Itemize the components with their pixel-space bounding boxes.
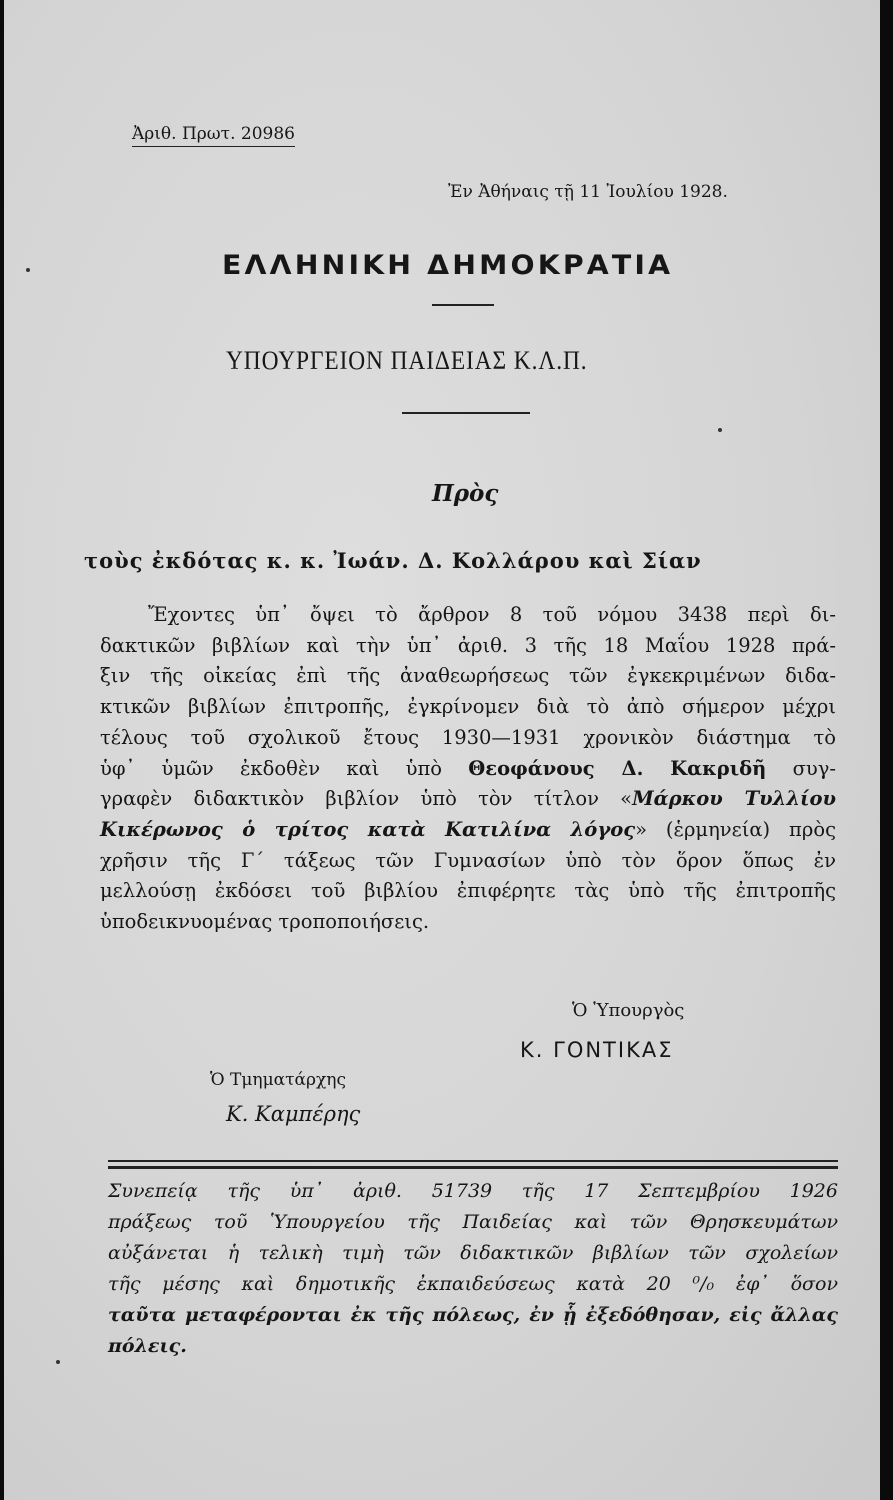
to-label: Πρὸς xyxy=(432,480,499,507)
minister-signature: Κ. ΓΟΝΤΙΚΑΣ xyxy=(520,1038,674,1062)
divider-rule xyxy=(402,412,530,414)
document-page xyxy=(4,0,880,1500)
body-line: ξιν τῆς οἰκείας ἐπὶ τῆς ἀναθεωρήσεως τῶν ἐγκεκριμένων διδα- xyxy=(100,664,836,688)
double-rule-bottom xyxy=(108,1166,838,1169)
divider-rule xyxy=(432,304,494,306)
minister-title: Ὁ Ὑπουργὸς xyxy=(572,1000,685,1021)
note-line: πόλεις. xyxy=(108,1335,187,1357)
note-line: Συνεπείᾳ τῆς ὑπ᾽ ἀριθ. 51739 τῆς 17 Σεπτεμβρίου 1926 xyxy=(108,1180,838,1202)
ministry-heading: ΥΠΟΥΡΓΕΙΟΝ ΠΑΙΔΕΙΑΣ Κ.Λ.Π. xyxy=(226,346,588,375)
protocol-number: Ἀριθ. Πρωτ. 20986 xyxy=(132,124,295,147)
ink-speck xyxy=(26,268,30,272)
body-line: κτικῶν βιβλίων ἐπιτροπῆς, ἐγκρίνομεν διὰ τὸ ἀπὸ σήμερον μέχρι xyxy=(100,695,836,719)
body-line: ὑποδεικνυομένας τροποποιήσεις. xyxy=(100,910,430,934)
republic-heading: ΕΛΛΗΝΙΚΗ ΔΗΜΟΚΡΑΤΙΑ xyxy=(222,250,674,281)
body-line xyxy=(100,815,836,846)
body-line: χρῆσιν τῆς Γ´ τάξεως τῶν Γυμνασίων ὑπὸ τὸν ὅρον ὅπως ἐν xyxy=(100,848,836,872)
body-line: τέλους τοῦ σχολικοῦ ἔτους 1930—1931 χρονικὸν διάστημα τὸ xyxy=(100,725,836,749)
note-line: πράξεως τοῦ Ὑπουργείου τῆς Παιδείας καὶ τῶν Θρησκευμάτων xyxy=(108,1211,838,1233)
note-line: τῆς μέσης καὶ δημοτικῆς ἐκπαιδεύσεως κατὰ 20 ⁰/₀ ἐφ᾽ ὅσον xyxy=(108,1273,838,1295)
body-line: δακτικῶν βιβλίων καὶ τὴν ὑπ᾽ ἀριθ. 3 τῆς 18 Μαΐου 1928 πρά- xyxy=(100,633,836,657)
body-text: » (ἑρμηνεία) πρὸς xyxy=(635,817,837,841)
department-head-title: Ὁ Τμηματάρχης xyxy=(210,1070,346,1090)
double-rule-top xyxy=(108,1160,838,1162)
date-line: Ἐν Ἀθήναις τῇ 11 Ἰουλίου 1928. xyxy=(448,182,728,202)
note-line: αὐξάνεται ἡ τελικὴ τιμὴ τῶν διδακτικῶν βιβλίων τῶν σχολείων xyxy=(108,1242,838,1264)
body-text: συγ- xyxy=(792,756,836,780)
body-line xyxy=(100,754,836,785)
letter-body xyxy=(100,600,836,938)
note-line: ταῦτα μεταφέρονται ἐκ τῆς πόλεως, ἐν ᾗ ἐξεδόθησαν, εἰς ἄλλας xyxy=(108,1304,838,1326)
body-line: Ἔχοντες ὑπ᾽ ὄψει τὸ ἄρθρον 8 τοῦ νόμου 3438 περὶ δι- xyxy=(148,603,836,626)
price-note xyxy=(108,1176,838,1362)
body-line xyxy=(100,784,836,815)
book-title: Μάρκου Τυλλίου xyxy=(632,787,836,811)
body-text: γραφὲν διδακτικὸν βιβλίον ὑπὸ τὸν τίτλον « xyxy=(100,787,633,811)
ink-speck xyxy=(56,1360,60,1364)
ink-speck xyxy=(718,428,722,432)
addressee-line: τοὺς ἐκδότας κ. κ. Ἰωάν. Δ. Κολλάρου καὶ Σίαν xyxy=(84,548,702,573)
body-text: ὑφ᾽ ὑμῶν ἐκδοθὲν καὶ ὑπὸ xyxy=(100,756,443,780)
body-line: μελλούσῃ ἐκδόσει τοῦ βιβλίου ἐπιφέρητε τὰς ὑπὸ τῆς ἐπιτροπῆς xyxy=(100,879,836,903)
department-head-signature: Κ. Καμπέρης xyxy=(226,1102,361,1126)
author-name: Θεοφάνους Δ. Κακριδῆ xyxy=(468,756,767,780)
book-title: Κικέρωνος ὁ τρίτος κατὰ Κατιλίνα λόγος xyxy=(100,817,636,841)
